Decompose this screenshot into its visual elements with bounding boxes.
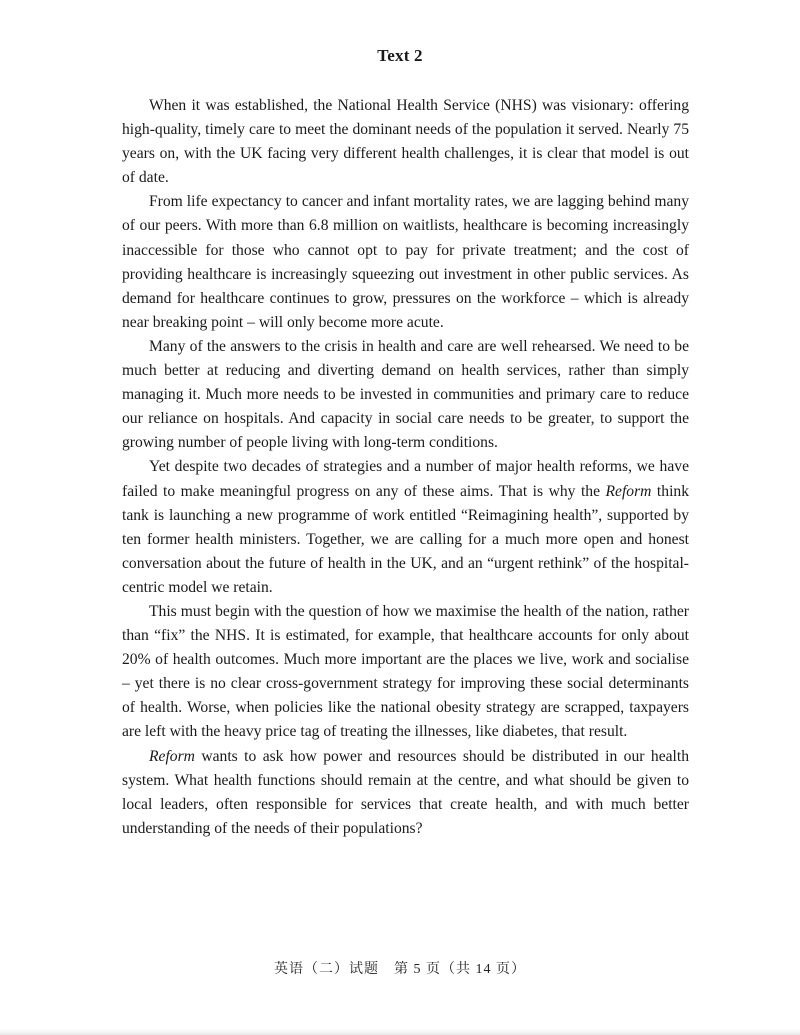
italic-run: Reform: [149, 747, 195, 765]
passage-body: [122, 94, 689, 841]
page-title: Text 2: [377, 46, 423, 65]
text-run: Many of the answers to the crisis in health and care are well rehearsed. We need to be much better at reducing and diverting demand on health services, rather than simply managing it. Much more needs to be invested in communities and primary care to reduce our reliance on hospitals. And capacity in social care needs to be greater, to support the growing number of people living with long-term conditions.: [122, 337, 689, 452]
text-run: This must begin with the question of how we maximise the health of the nation, rather than “fix” the NHS. It is estimated, for example, that healthcare accounts for only about 20% of health outcomes. Much more important are the places we live, work and socialise – yet there is no clear cross-government strategy for improving these social determinants of health. Worse, when policies like the national obesity strategy are scrapped, taxpayers are left with the heavy price tag of treating the illnesses, like diabetes, that result.: [122, 602, 689, 741]
text-run: From life expectancy to cancer and infant mortality rates, we are lagging behind many of our peers. With more than 6.8 million on waitlists, healthcare is becoming increasingly inaccessible for those who cannot opt to pay for private treatment; and the cost of providing healthcare is increasingly squeezing out investment in other public services. As demand for healthcare continues to grow, pressures on the workforce – which is already near breaking point – will only become more acute.: [122, 193, 689, 331]
text-run: Yet despite two decades of strategies and a number of major health reforms, we have failed to make meaningful progress on any of these aims. That is why the: [122, 458, 689, 500]
paragraph: [122, 745, 689, 841]
paragraph: [122, 600, 689, 745]
text-run: When it was established, the National Health Service (NHS) was visionary: offering high-quality, timely care to meet the dominant needs of the population it served. Nearly 75 years on, with the UK facing very different health challenges, it is clear that model is out of date.: [122, 97, 689, 187]
paragraph: [122, 335, 689, 455]
page-edge-shadow: [0, 1029, 800, 1035]
paragraph: [122, 190, 689, 335]
text-run: think tank is launching a new programme of work entitled “Reimagining health”, supported by ten former health ministers. Together, we are calling for a much more open and honest conversation about the future of health in the UK, and an “urgent rethink” of the hospital-centric model we retain.: [122, 482, 689, 596]
paragraph: [122, 455, 689, 600]
page-footer: 英语（二）试题 第 5 页（共 14 页）: [274, 962, 526, 977]
italic-run: Reform: [605, 482, 652, 500]
text-run: wants to ask how power and resources should be distributed in our health system. What health functions should remain at the centre, and what should be given to local leaders, often responsible for services that create health, and with much better understanding of the needs of their populations?: [122, 747, 689, 837]
paragraph: [122, 94, 689, 190]
